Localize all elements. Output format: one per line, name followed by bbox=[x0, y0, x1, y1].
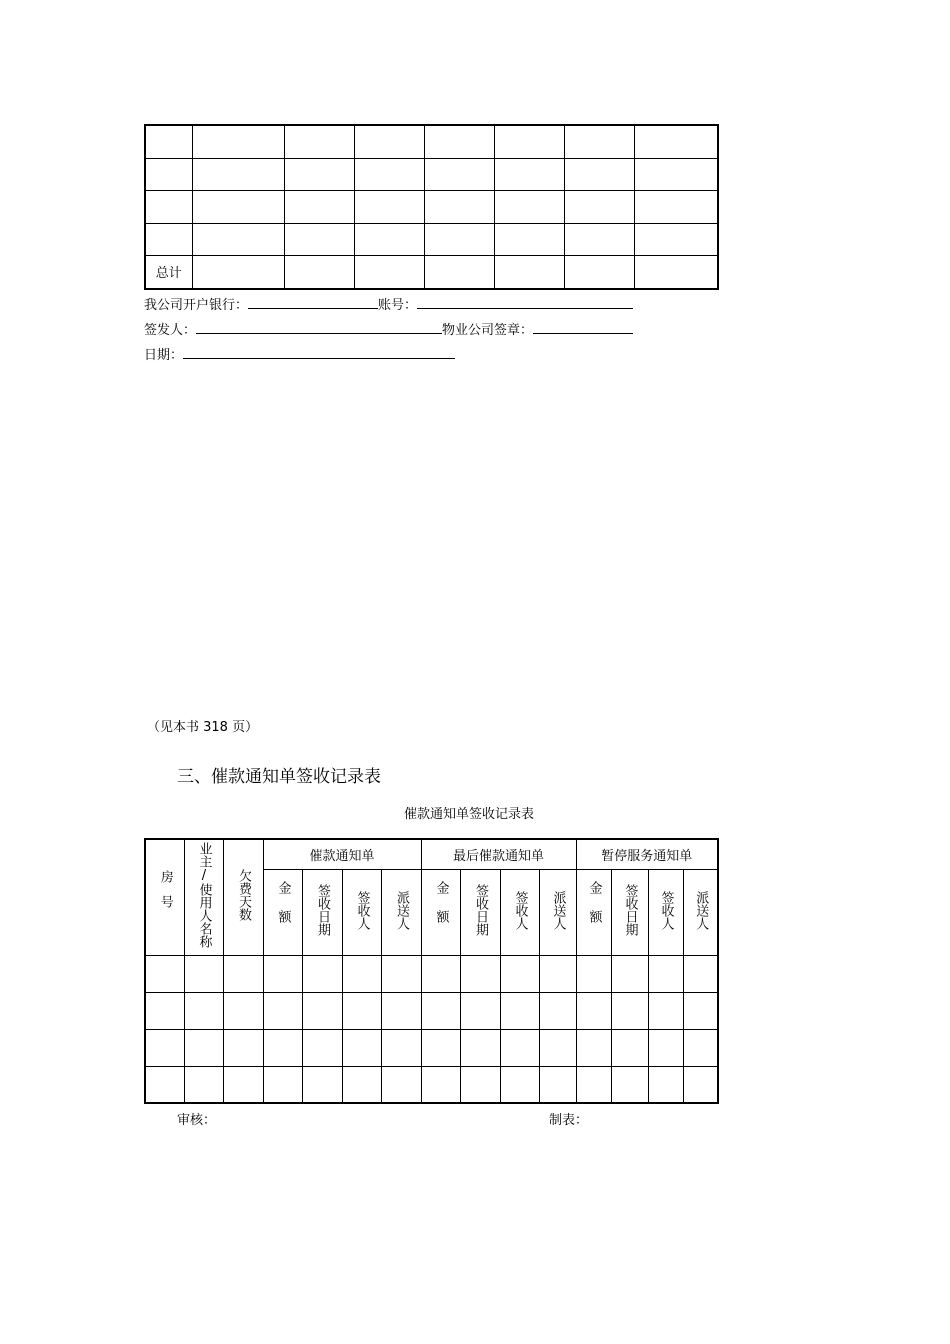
seal-blank[interactable] bbox=[533, 321, 633, 334]
table-row bbox=[145, 992, 718, 1029]
bank-line bbox=[144, 294, 633, 313]
account-label: 账号： bbox=[378, 298, 418, 313]
sender-header: 派送人 bbox=[539, 869, 576, 955]
previous-page-table bbox=[144, 124, 719, 290]
group-header-3: 暂停服务通知单 bbox=[576, 839, 718, 869]
signee-header: 签收人 bbox=[500, 869, 539, 955]
date-label: 日期： bbox=[144, 348, 184, 363]
sender-header: 派送人 bbox=[381, 869, 421, 955]
total-row bbox=[145, 256, 718, 289]
bank-label: 我公司开户银行： bbox=[144, 298, 249, 313]
days-header: 欠费天数 bbox=[223, 839, 263, 955]
owner-header: 业主/使用人名称 bbox=[184, 839, 223, 955]
table-title: 催款通知单签收记录表 bbox=[404, 807, 535, 822]
section-heading: 三、催款通知单签收记录表 bbox=[177, 767, 381, 787]
group-header-1: 催款通知单 bbox=[263, 839, 421, 869]
table-row bbox=[145, 191, 718, 224]
amount-header: 金额 bbox=[263, 869, 302, 955]
sign-date-header: 签收日期 bbox=[460, 869, 500, 955]
table-row bbox=[145, 158, 718, 191]
table-row bbox=[145, 1029, 718, 1066]
sign-date-header: 签收日期 bbox=[611, 869, 648, 955]
date-line bbox=[144, 344, 455, 363]
sender-header: 派送人 bbox=[683, 869, 718, 955]
bank-blank[interactable] bbox=[248, 296, 378, 309]
signer-line bbox=[144, 319, 633, 338]
notice-receipt-table bbox=[144, 838, 719, 1104]
table-row bbox=[145, 125, 718, 158]
amount-header: 金额 bbox=[421, 869, 460, 955]
sign-date-header: 签收日期 bbox=[302, 869, 342, 955]
review-label: 审核： bbox=[177, 1113, 217, 1128]
signer-blank[interactable] bbox=[196, 321, 442, 334]
table-row bbox=[145, 223, 718, 256]
total-label: 总计 bbox=[145, 256, 192, 289]
table-row bbox=[145, 1066, 718, 1103]
table-row bbox=[145, 955, 718, 992]
signee-header: 签收人 bbox=[342, 869, 381, 955]
account-blank[interactable] bbox=[417, 296, 633, 309]
signee-header: 签收人 bbox=[648, 869, 683, 955]
seal-label: 物业公司签章： bbox=[442, 323, 534, 338]
group-header-2: 最后催款通知单 bbox=[421, 839, 576, 869]
page-reference: （见本书 318 页） bbox=[147, 720, 259, 735]
amount-header: 金额 bbox=[576, 869, 611, 955]
prepared-label: 制表： bbox=[549, 1113, 589, 1128]
signer-label: 签发人： bbox=[144, 323, 197, 338]
header-row bbox=[145, 839, 718, 869]
room-header: 房号 bbox=[145, 839, 184, 955]
date-blank[interactable] bbox=[183, 346, 455, 359]
